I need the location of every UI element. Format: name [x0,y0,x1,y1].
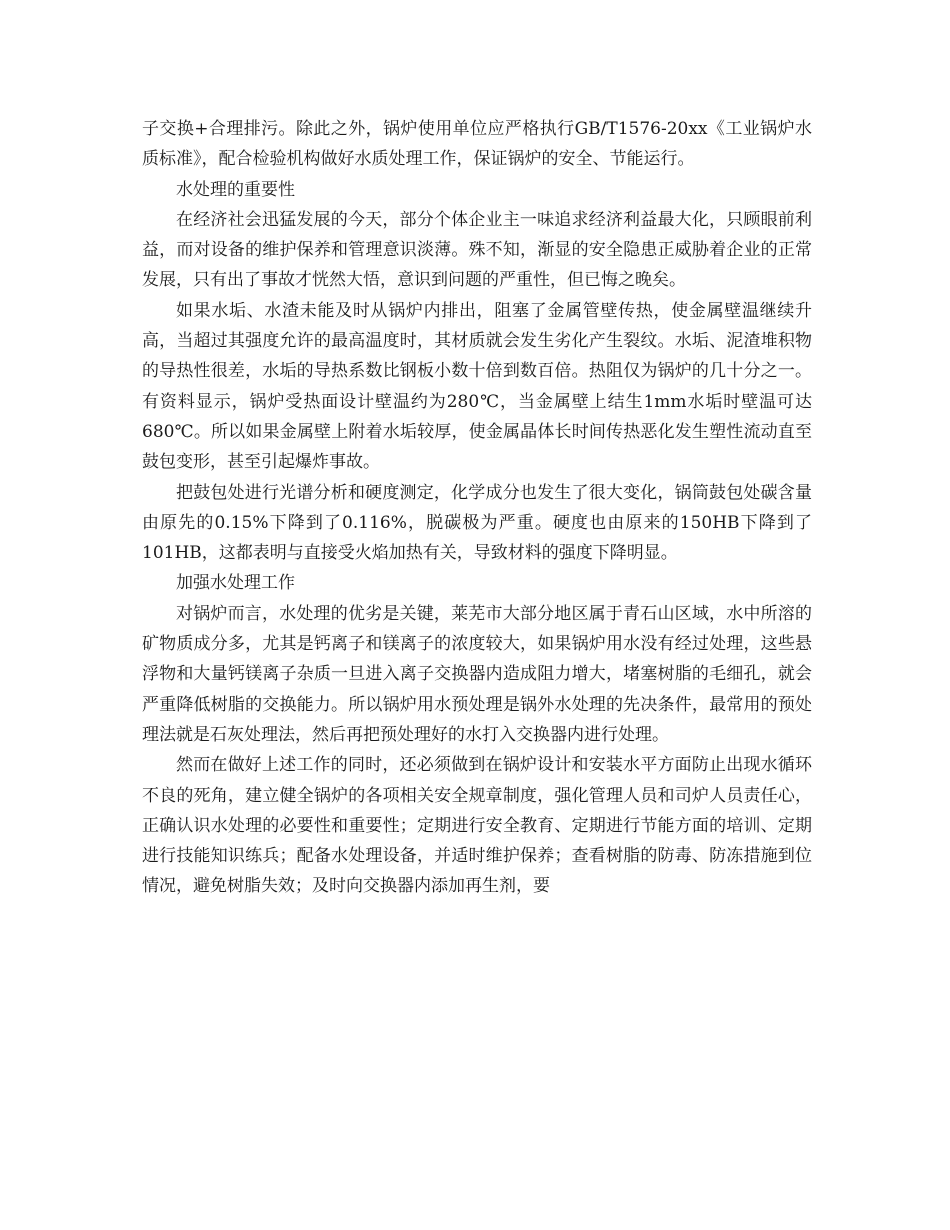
paragraph-scale-effects: 如果水垢、水渣未能及时从锅炉内排出，阻塞了金属管壁传热，使金属壁温继续升高，当超过其强度允许的最高温度时，其材质就会发生劣化产生裂纹。水垢、泥渣堆积物的导热性很差，水垢的导热系数比钢板小数十倍到数百倍。热阻仅为锅炉的几十分之一。有资料显示，锅炉受热面设计壁温约为280℃，当金属壁上结生1mm水垢时壁温可达680℃。所以如果金属壁上附着水垢较厚，使金属晶体长时间传热恶化发生塑性流动直至鼓包变形，甚至引起爆炸事故。 [142,300,812,473]
paragraph-management-measures: 然而在做好上述工作的同时，还必须做到在锅炉设计和安装水平方面防止出现水循环不良的死角，建立健全锅炉的各项相关安全规章制度，强化管理人员和司炉人员责任心，正确认识水处理的必要性和重要性；定期进行安全教育、定期进行节能方面的培训、定期进行技能知识练兵；配备水处理设备，并适时维护保养；查看树脂的防毒、防冻措施到位情况，避免树脂失效；及时向交换器内添加再生剂，要 [142,755,812,897]
paragraph-continuation: 子交换+合理排污。除此之外，锅炉使用单位应严格执行GB/T1576-20xx《工业锅炉水质标准》，配合检验机构做好水质处理工作，保证锅炉的安全、节能运行。 [142,119,812,170]
section-heading-strengthen-water-treatment: 加强水处理工作 [176,573,295,594]
paragraph-boiler-water-quality: 对锅炉而言，水处理的优劣是关键，莱芜市大部分地区属于青石山区域，水中所溶的矿物质成分多，尤其是钙离子和镁离子的浓度较大，如果锅炉用水没有经过处理，这些悬浮物和大量钙镁离子杂质一旦进入离子交换器内造成阻力增大，堵塞树脂的毛细孔，就会严重降低树脂的交换能力。所以锅炉用水预处理是锅外水处理的先决条件，最常用的预处理法就是石灰处理法，然后再把预处理好的水打入交换器内进行处理。 [142,603,812,745]
document-body [142,114,812,902]
paragraph-economic-development: 在经济社会迅猛发展的今天，部分个体企业主一味追求经济利益最大化，只顾眼前利益，而对设备的维护保养和管理意识淡薄。殊不知，渐显的安全隐患正威胁着企业的正常发展，只有出了事故才恍然大悟，意识到问题的严重性，但已悔之晚矣。 [142,209,812,291]
paragraph-spectral-analysis: 把鼓包处进行光谱分析和硬度测定，化学成分也发生了很大变化，锅筒鼓包处碳含量由原先的0.15%下降到了0.116%，脱碳极为严重。硬度也由原来的150HB下降到了101HB，这都表明与直接受火焰加热有关，导致材料的强度下降明显。 [142,482,812,564]
section-heading-water-treatment-importance: 水处理的重要性 [176,179,295,200]
